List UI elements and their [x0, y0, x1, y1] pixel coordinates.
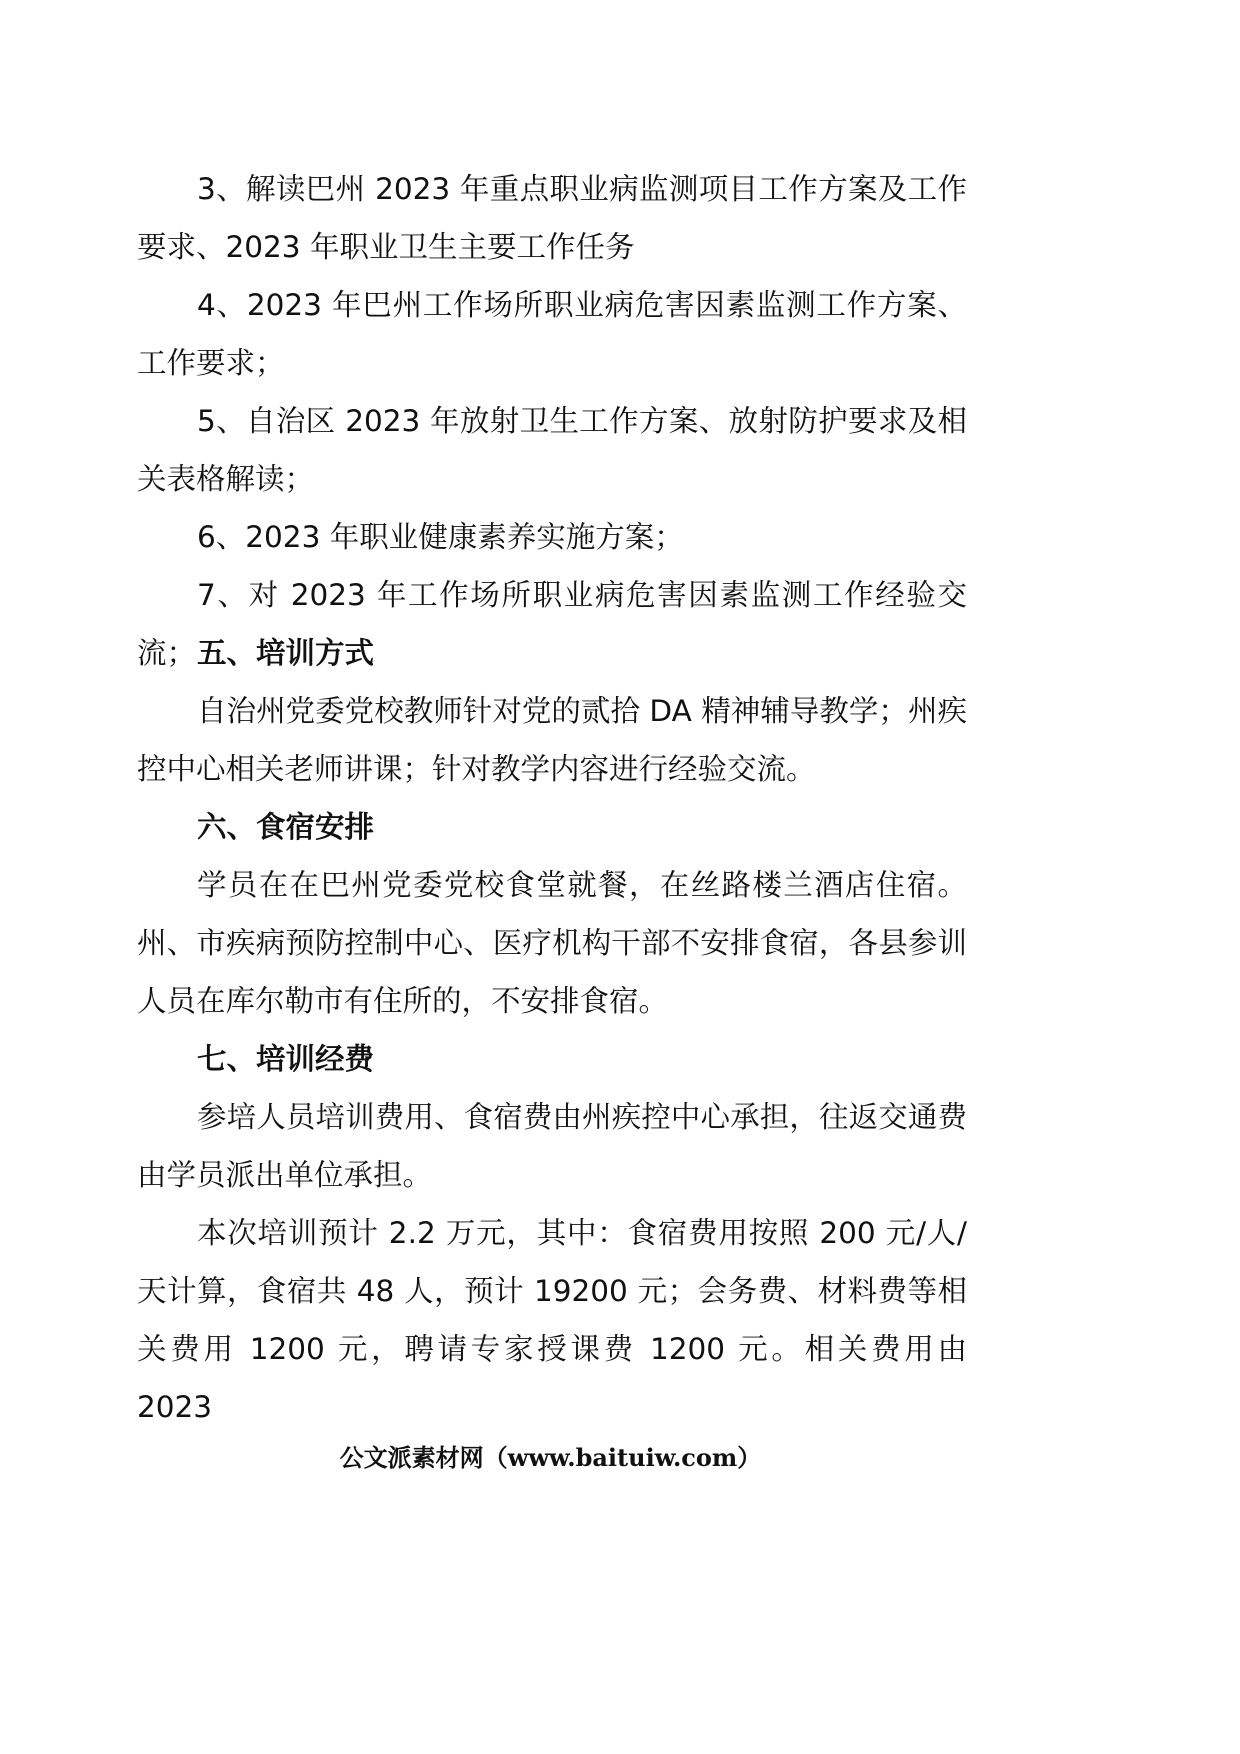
- paragraph-item-3: 3、解读巴州 2023 年重点职业病监测项目工作方案及工作要求、2023 年职业卫生主要工作任务: [137, 172, 967, 264]
- section-heading-accommodation: 六、食宿安排: [197, 810, 375, 844]
- paragraph-item-4: 4、2023 年巴州工作场所职业病危害因素监测工作方案、工作要求；: [137, 288, 967, 380]
- paragraph-item-7: 7、对 2023 年工作场所职业病危害因素监测工作经验交流；: [137, 578, 967, 670]
- section-heading-training-method: 五、培训方式: [197, 636, 375, 670]
- paragraph-funds-responsibility: 参培人员培训费用、食宿费由州疾控中心承担，往返交通费由学员派出单位承担。: [137, 1100, 967, 1192]
- paragraph-accommodation: 学员在在巴州党委党校食堂就餐，在丝路楼兰酒店住宿。州、市疾病预防控制中心、医疗机构干部不安排食宿，各县参训人员在库尔勒市有住所的，不安排食宿。: [137, 868, 967, 1018]
- paragraph-training-method: 自治州党委党校教师针对党的贰拾 DA 精神辅导教学；州疾控中心相关老师讲课；针对教学内容进行经验交流。: [137, 694, 967, 786]
- paragraph-funds-budget: 本次培训预计 2.2 万元，其中：食宿费用按照 200 元/人/天计算，食宿共 48 人，预计 19200 元；会务费、材料费等相关费用 1200 元，聘请专家授课费 1200 元。相关费用由 2023: [137, 1216, 967, 1424]
- paragraph-item-5: 5、自治区 2023 年放射卫生工作方案、放射防护要求及相关表格解读；: [137, 404, 967, 496]
- section-heading-training-funds: 七、培训经费: [197, 1042, 375, 1076]
- paragraph-item-6: 6、2023 年职业健康素养实施方案；: [197, 520, 684, 554]
- footer-watermark: 公文派素材网（www.baituiw.com）: [339, 1443, 762, 1472]
